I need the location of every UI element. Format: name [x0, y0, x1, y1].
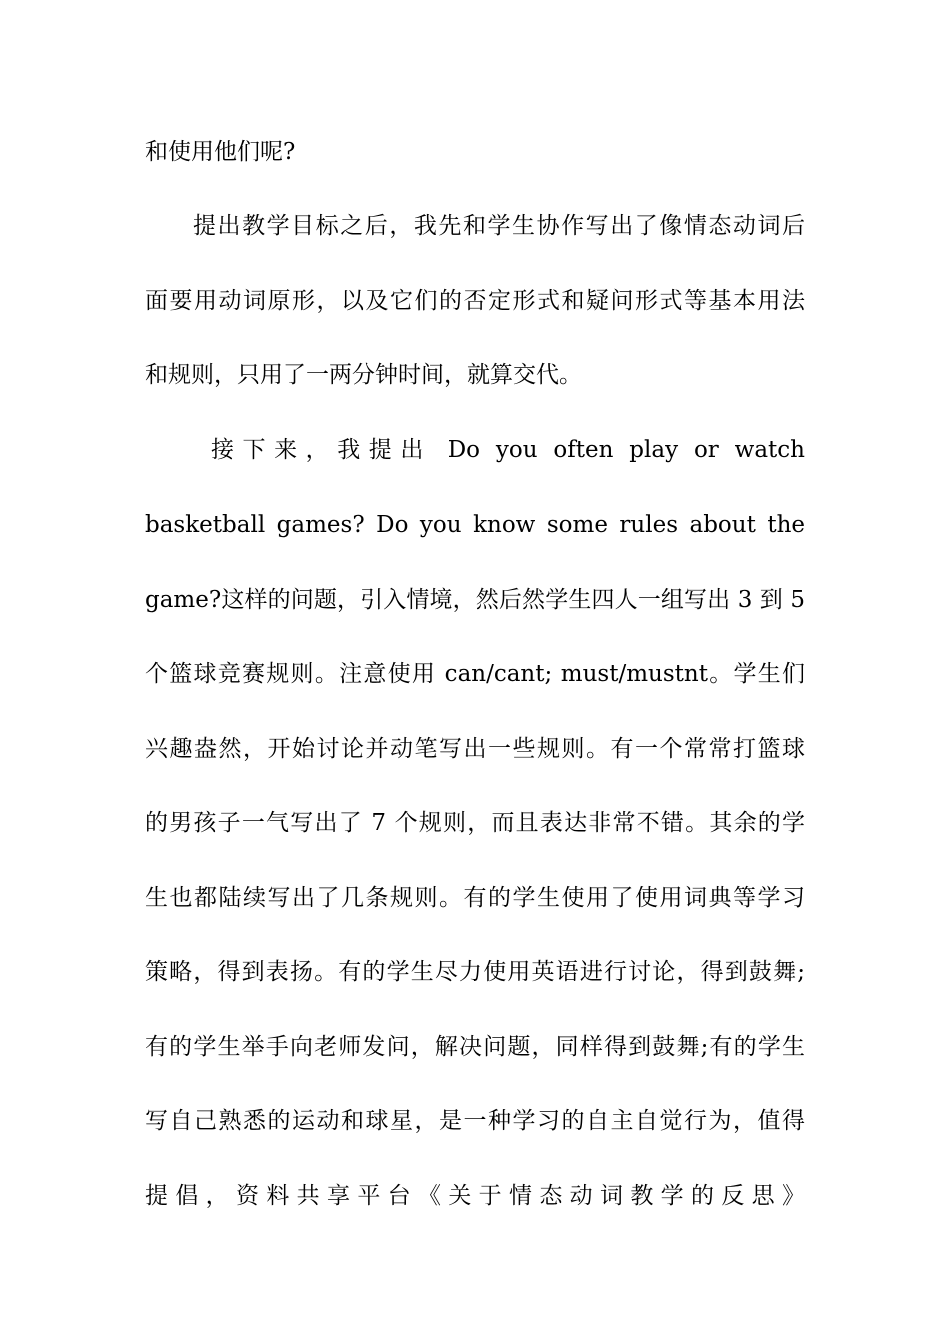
text-line-14: 写自己熟悉的运动和球星，是一种学习的自主自觉行为，值得	[145, 1108, 805, 1134]
text-line-7: game?这样的问题，引入情境，然后然学生四人一组写出 3 到 5	[145, 587, 805, 613]
text-line-2: 提出教学目标之后，我先和学生协作写出了像情态动词后	[193, 213, 805, 239]
text-line-13: 有的学生举手向老师发问，解决问题，同样得到鼓舞;有的学生	[145, 1034, 805, 1060]
text-line-6: basketball games? Do you know some rules about the	[145, 512, 805, 538]
text-line-8: 个篮球竞赛规则。注意使用 can/cant; must/mustnt。学生们	[145, 661, 805, 687]
text-line-9: 兴趣盎然，开始讨论并动笔写出一些规则。有一个常常打篮球	[145, 736, 805, 762]
text-line-11: 生也都陆续写出了几条规则。有的学生使用了使用词典等学习	[145, 885, 805, 911]
text-line-12: 策略，得到表扬。有的学生尽力使用英语进行讨论，得到鼓舞;	[145, 959, 805, 985]
text-line-5: 接下来，我提出 Do you often play or watch	[211, 437, 805, 463]
text-line-15: 提倡，资料共享平台《关于情态动词教学的反思》	[145, 1183, 805, 1209]
text-line-4: 和规则，只用了一两分钟时间，就算交代。	[145, 362, 582, 388]
text-line-10: 的男孩子一气写出了 7 个规则，而且表达非常不错。其余的学	[145, 810, 805, 836]
text-line-1: 和使用他们呢?	[145, 139, 296, 165]
text-line-3: 面要用动词原形，以及它们的否定形式和疑问形式等基本用法	[145, 288, 805, 314]
